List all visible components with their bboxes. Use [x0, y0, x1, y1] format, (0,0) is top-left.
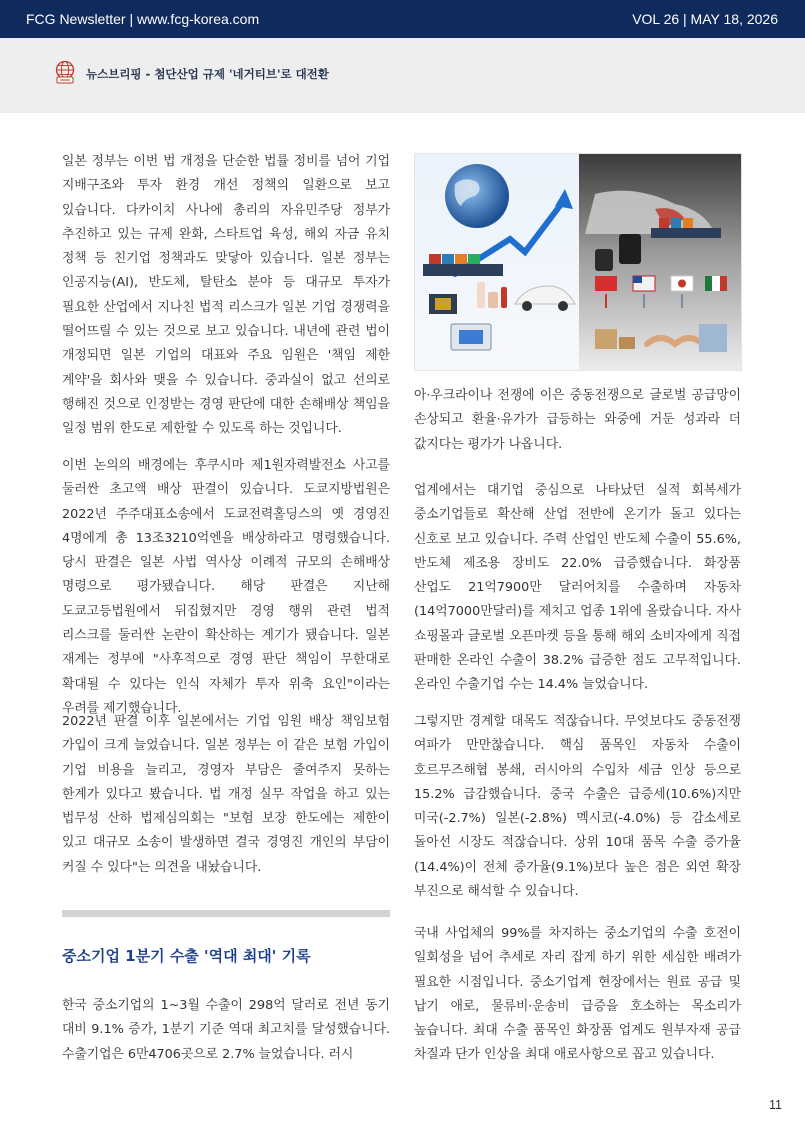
flag-mexico-icon [705, 276, 712, 291]
section-divider [62, 910, 390, 917]
article-paragraph: 아·우크라이나 전쟁에 이은 중동전쟁으로 글로벌 공급망이 손상되고 환율·유가가 급등하는 와중에 거둔 성과라 더 값지다는 평가가 나옵니다. [414, 388, 741, 452]
briefing-title: 뉴스브리핑 - 첨단산업 규제 '네거티브'로 대전환 [86, 67, 329, 81]
article-paragraph: 2022년 판결 이후 일본에서는 기업 임원 배상 책임보험 가입이 크게 늘었습니다. 일본 정부는 이 같은 보험 가입이 기업 비용을 늘리고, 경영자 부담은 줄여주지 못하는 한계가 있다고 봤습니다. 법 개정 실무 작업을 하고 있는 법무성 산하 법제심의회는 "보험 보장 한도에는 제한이 있고 대규모 소송이 발생하면 결국 경영진 개인의 부담이 커질 수 있다"는 의견을 내놨습니다. [62, 714, 390, 875]
publication-name: FCG Newsletter | www.fcg-korea.com [26, 11, 260, 27]
article-paragraph: 이번 논의의 배경에는 후쿠시마 제1원자력발전소 사고를 둘러싼 초고액 배상 판결이 있습니다. 도쿄지방법원은 2022년 주주대표소송에서 도쿄전력홀딩스의 옛 경영진 4명에게 총 13조3210억엔을 배상하라고 명령했습니다. 당시 판결은 일본 사법 역사상 이례적 규모의 손해배상 명령으로 평가됐습니다. 해당 판결은 지난해 도쿄고등법원에서 뒤집혔지만 경영 행위 관련 법적 리스크를 둘러싼 논란이 확산하는 계기가 됐습니다. 일본 재계는 정부에 "사후적으로 경영 판단 책임이 무한대로 확대될 수 있다는 인식 자체가 투자 위축 요인"이라는 우려를 제기했습니다. [62, 458, 390, 716]
article-paragraph: 일본 정부는 이번 법 개정을 단순한 법률 정비를 넘어 기업 지배구조와 투자 환경 개선 정책의 일환으로 보고 있습니다. 다카이치 사나에 총리의 자유민주당 정부가 추진하고 있는 규제 완화, 스타트업 육성, 해외 자금 유치 정책 등 친기업 정책과도 맞닿아 있습니다. 일본 정부는 인공지능(AI), 반도체, 탈탄소 분야 등 대규모 투자가 필요한 산업에서 지나친 법적 리스크가 일본 기업 경쟁력을 떨어뜨릴 수 있는 것으로 보고 있습니다. 내년에 관련 법이 개정되면 일본 기업의 대표와 주요 임원은 '책임 제한 계약'을 회사와 맺을 수 있습니다. 중과실이 없고 선의로 행해진 것으로 인정받는 경영 판단에 대한 손해배상 책임을 일정 범위 한도로 제한할 수 있도록 하는 것입니다. [62, 154, 390, 437]
oil-barrel-icon [619, 234, 641, 264]
article-paragraph: 업계에서는 대기업 중심으로 나타났던 실적 회복세가 중소기업들로 확산해 산업 전반에 온기가 돌고 있다는 신호로 보고 있습니다. 주력 산업인 반도체 수출이 55.6%, 반도체 제조용 장비도 22.0% 급증했습니다. 화장품 산업도 21억7900만 달러어치를 수출하며 자동차(14억7000만달러)를 제치고 업종 1위에 올랐습니다. 자사 쇼핑몰과 글로벌 오픈마켓 등을 통해 해외 소비자에게 직접 판매한 온라인 수출이 38.2% 급증한 점도 고무적입니다. 온라인 수출기업 수는 14.4% 늘었습니다. [414, 483, 741, 693]
briefing-subheader [0, 38, 805, 113]
newsletter-header-bar [0, 0, 805, 38]
globe-icon [445, 164, 509, 228]
article-paragraph: 그렇지만 경계할 대목도 적잖습니다. 무엇보다도 중동전쟁 여파가 만만찮습니다. 핵심 품목인 자동차 수출이 호르무즈해협 봉쇄, 러시아의 수입차 세금 인상 등으로 15.2% 급감했습니다. 중국 수출은 급증세(10.6%)지만 미국(-2.7%) 일본(-2.8%) 멕시코(-4.0%) 등 감소세로 돌아선 시장도 적잖습니다. 상위 10대 품목 수출 증가율(14.4%)이 전체 증가율(9.1%)보다 높은 점은 외연 확장 부진으로 해석할 수 있습니다. [414, 714, 741, 900]
article-paragraph: 한국 중소기업의 1~3월 수출이 298억 달러로 전년 동기 대비 9.1% 증가, 1분기 기준 역대 최고치를 달성했습니다. 수출기업은 6만4706곳으로 2.7% 늘었습니다. 러시 [62, 998, 390, 1062]
globe-news-icon [54, 60, 76, 84]
global-trade-illustration [414, 153, 742, 371]
package-icon [595, 329, 617, 349]
building-icon [699, 324, 727, 352]
flag-china-icon [595, 276, 617, 291]
issue-info: VOL 26 | MAY 18, 2026 [632, 11, 778, 27]
page-number: 11 [769, 1098, 782, 1112]
article-paragraph: 국내 사업체의 99%를 차지하는 중소기업의 수출 호전이 일회성을 넘어 추세로 자리 잡게 하기 위한 세심한 배려가 필요한 시점입니다. 중소기업계 현장에서는 원료 공급 및 납기 애로, 물류비·운송비 급증을 호소하는 목소리가 높습니다. 최대 수출 품목인 화장품 업계도 원부자재 공급 차질과 단가 인상을 최대 애로사항으로 꼽고 있습니다. [414, 926, 741, 1063]
trade-illustration-graphic [415, 154, 742, 371]
section-title: 중소기업 1분기 수출 '역대 최대' 기록 [62, 947, 311, 965]
